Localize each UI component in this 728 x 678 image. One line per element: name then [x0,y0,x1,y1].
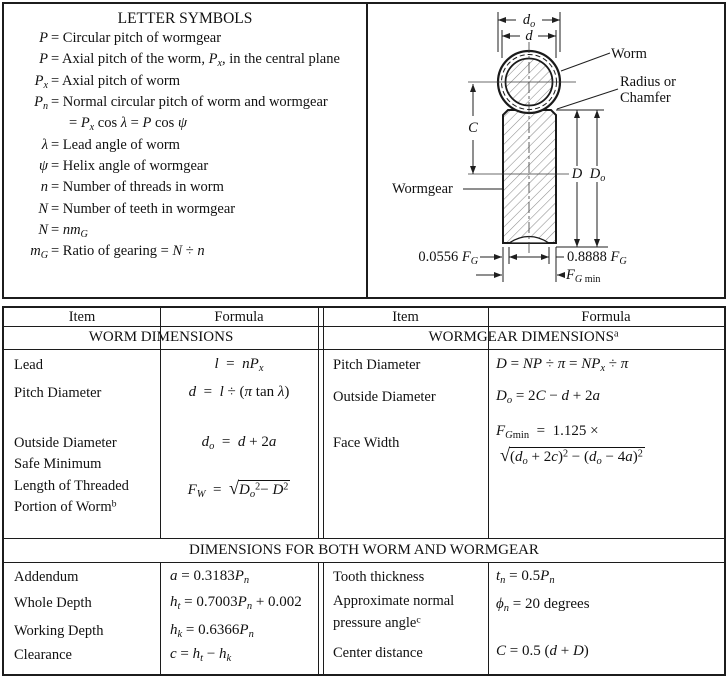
letter-symbols-list [4,28,362,263]
center-distance-label: C [468,120,478,136]
item-pitch-diameter-wormgear: Pitch Diameter [333,357,421,373]
formula-clearance: $c = h_t - h_k$ [170,646,232,665]
d-dimension-label: d [525,28,533,44]
formula-face-width-line2: $√(d_o + 2c)^2 - (d_o - 4a)^2$ [500,445,643,468]
letter-symbols-title: LETTER SYMBOLS [117,10,253,27]
wormgear-label: Wormgear [392,181,453,197]
grid-line [4,349,724,350]
formula-outside-diameter-worm: $d_o = d + 2a$ [201,434,277,453]
grid-line [323,562,324,674]
item-tooth-thickness: Tooth thickness [333,569,425,585]
formula-center-distance: C = 0.5 (d + D) [496,643,589,659]
letter-symbols-section [4,4,366,297]
worm-wormgear-diagram [368,4,724,297]
item-face-width: Face Width [333,435,400,451]
formula-safe-minimum-length: $F_W = √D_o^2- D^2$ [187,478,289,501]
grid-line [4,562,724,563]
formula-face-width-line1: $F_{Gmin} = 1.125$ × [496,423,599,442]
header-formula-right: Formula [581,309,631,325]
radius-chamfer-label: Radius or Chamfer [620,74,676,106]
grid-line [488,562,489,674]
formula-pressure-angle: $\phi_n = 20$ degrees [496,596,590,615]
item-outside-diameter-worm: Outside Diameter [14,435,117,451]
header-formula-left: Formula [214,309,264,325]
item-addendum: Addendum [14,569,79,585]
grid-line [160,562,161,674]
formula-addendum: $a = 0.3183P_n$ [170,568,250,587]
symbol-row: n = Number of threads in worm [40,179,224,196]
face-width-dimensions [476,247,565,282]
radius-chamfer-leader-line [557,89,618,109]
worm-dimensions-title: WORM DIMENSIONS [88,329,234,345]
dimension-formula-table [2,306,726,676]
symbol-row: $P_x$ = Axial pitch of worm [34,72,180,91]
D-dimension-label: D [569,166,585,182]
formula-whole-depth: $h_t = 0.7003P_n + 0.002$ [170,594,302,613]
grid-line [318,562,319,674]
item-pressure-angle: Approximate normal pressure angle$^c$ [333,593,455,631]
fg-right-dimension-label: 0.8888 $F_G$ [567,249,627,268]
symbol-row: N = $nm_G$ [38,222,88,241]
do-dimension-label: $d_o$ [522,12,536,31]
item-whole-depth: Whole Depth [14,595,92,611]
formula-lead: $l = nP_x$ [214,356,264,375]
letter-symbols-and-diagram-panel [2,2,726,299]
formula-working-depth: $h_k = 0.6366P_n$ [170,622,254,641]
item-pitch-diameter-worm: Pitch Diameter [14,385,102,401]
header-item-right: Item [392,309,419,325]
formula-pitch-diameter-wormgear: D = NP ÷ $\pi = NP_x \div \pi$ [496,356,629,375]
item-lead: Lead [14,357,43,373]
header-item-left: Item [68,309,96,325]
formula-tooth-thickness: $t_n = 0.5P_n$ [496,568,555,587]
formula-outside-diameter-wormgear: $D_o = 2C - d + 2a$ [496,388,601,407]
symbol-row: N = Number of teeth in wormgear [38,200,236,217]
symbol-row: λ = Lead angle of worm [41,136,180,153]
symbol-row: $m_G$ = Ratio of gearing = N ÷ n [30,243,205,262]
symbol-row: P = Circular pitch of wormgear [39,30,222,46]
fg-min-dimension-label: $F_{G min}$ [566,267,601,286]
wormgear-section [503,110,556,243]
symbol-row: = $P_x$ cos λ = P cos ψ [69,115,187,134]
formula-pitch-diameter-worm: d = l ÷ (π tan λ) [188,384,290,400]
Do-dimension-label: $D_o$ [587,166,608,182]
worm-leader-line [561,53,610,71]
symbol-row: P = Axial pitch of the worm, $P_x$, in the central plane [39,51,340,70]
item-clearance: Clearance [14,647,72,663]
item-safe-minimum-length: Safe Minimum Length of Threaded Portion of Worm$^b$ [14,456,129,515]
item-working-depth: Working Depth [14,623,104,639]
symbol-row: ψ = Helix angle of wormgear [38,158,209,175]
fg-left-dimension-label: 0.0556 $F_G$ [418,249,478,268]
symbol-row: $P_n$ = Normal circular pitch of worm and wormgear [34,94,328,113]
item-outside-diameter-wormgear: Outside Diameter [333,389,436,405]
both-dimensions-title: DIMENSIONS FOR BOTH WORM AND WORMGEAR [189,542,539,558]
wormgear-dimensions-title: WORMGEAR DIMENSIONS$^a$ [428,328,619,345]
grid-line [318,308,319,538]
item-center-distance: Center distance [333,645,423,661]
worm-label: Worm [611,46,647,62]
